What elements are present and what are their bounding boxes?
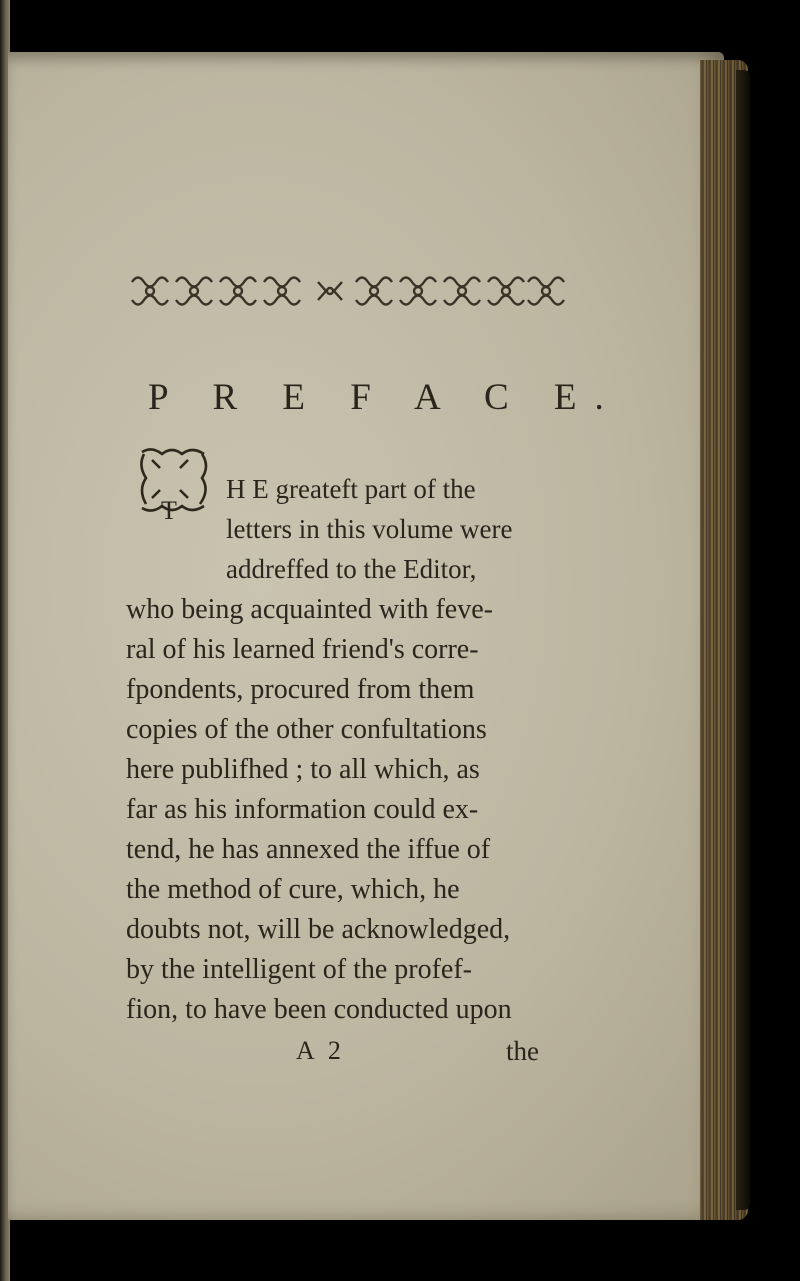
page-title: P R E F A C E.: [148, 377, 622, 418]
text-line: ral of his learned friend's corre-: [126, 634, 479, 665]
text-line: here publifhed ; to all which, as: [126, 754, 480, 785]
text-line: who being acquainted with feve-: [126, 594, 493, 625]
signature-mark: A 2: [296, 1036, 345, 1065]
text-line: copies of the other confultations: [126, 714, 487, 745]
catchword: the: [506, 1036, 539, 1066]
text-line: fpondents, procured from them: [126, 674, 475, 705]
text-line: letters in this volume were: [226, 514, 513, 544]
text-line: tend, he has annexed the iffue of: [126, 834, 491, 865]
ornamental-headpiece-icon: [128, 270, 568, 312]
text-line: by the intelligent of the profef-: [126, 954, 472, 985]
drop-cap-letter: T: [161, 496, 177, 525]
text-line: addreffed to the Editor,: [226, 554, 477, 584]
text-line: H E greateft part of the: [226, 474, 476, 504]
show-through-texture: [300, 190, 540, 230]
floral-dropcap-frame-icon: [138, 446, 216, 514]
text-line: doubts not, will be acknowledged,: [126, 914, 511, 945]
text-line: far as his information could ex-: [126, 794, 479, 825]
book-binding-shadow: [736, 70, 750, 1210]
text-line: the method of cure, which, he: [126, 874, 460, 905]
text-line: fion, to have been conducted upon: [126, 994, 512, 1025]
